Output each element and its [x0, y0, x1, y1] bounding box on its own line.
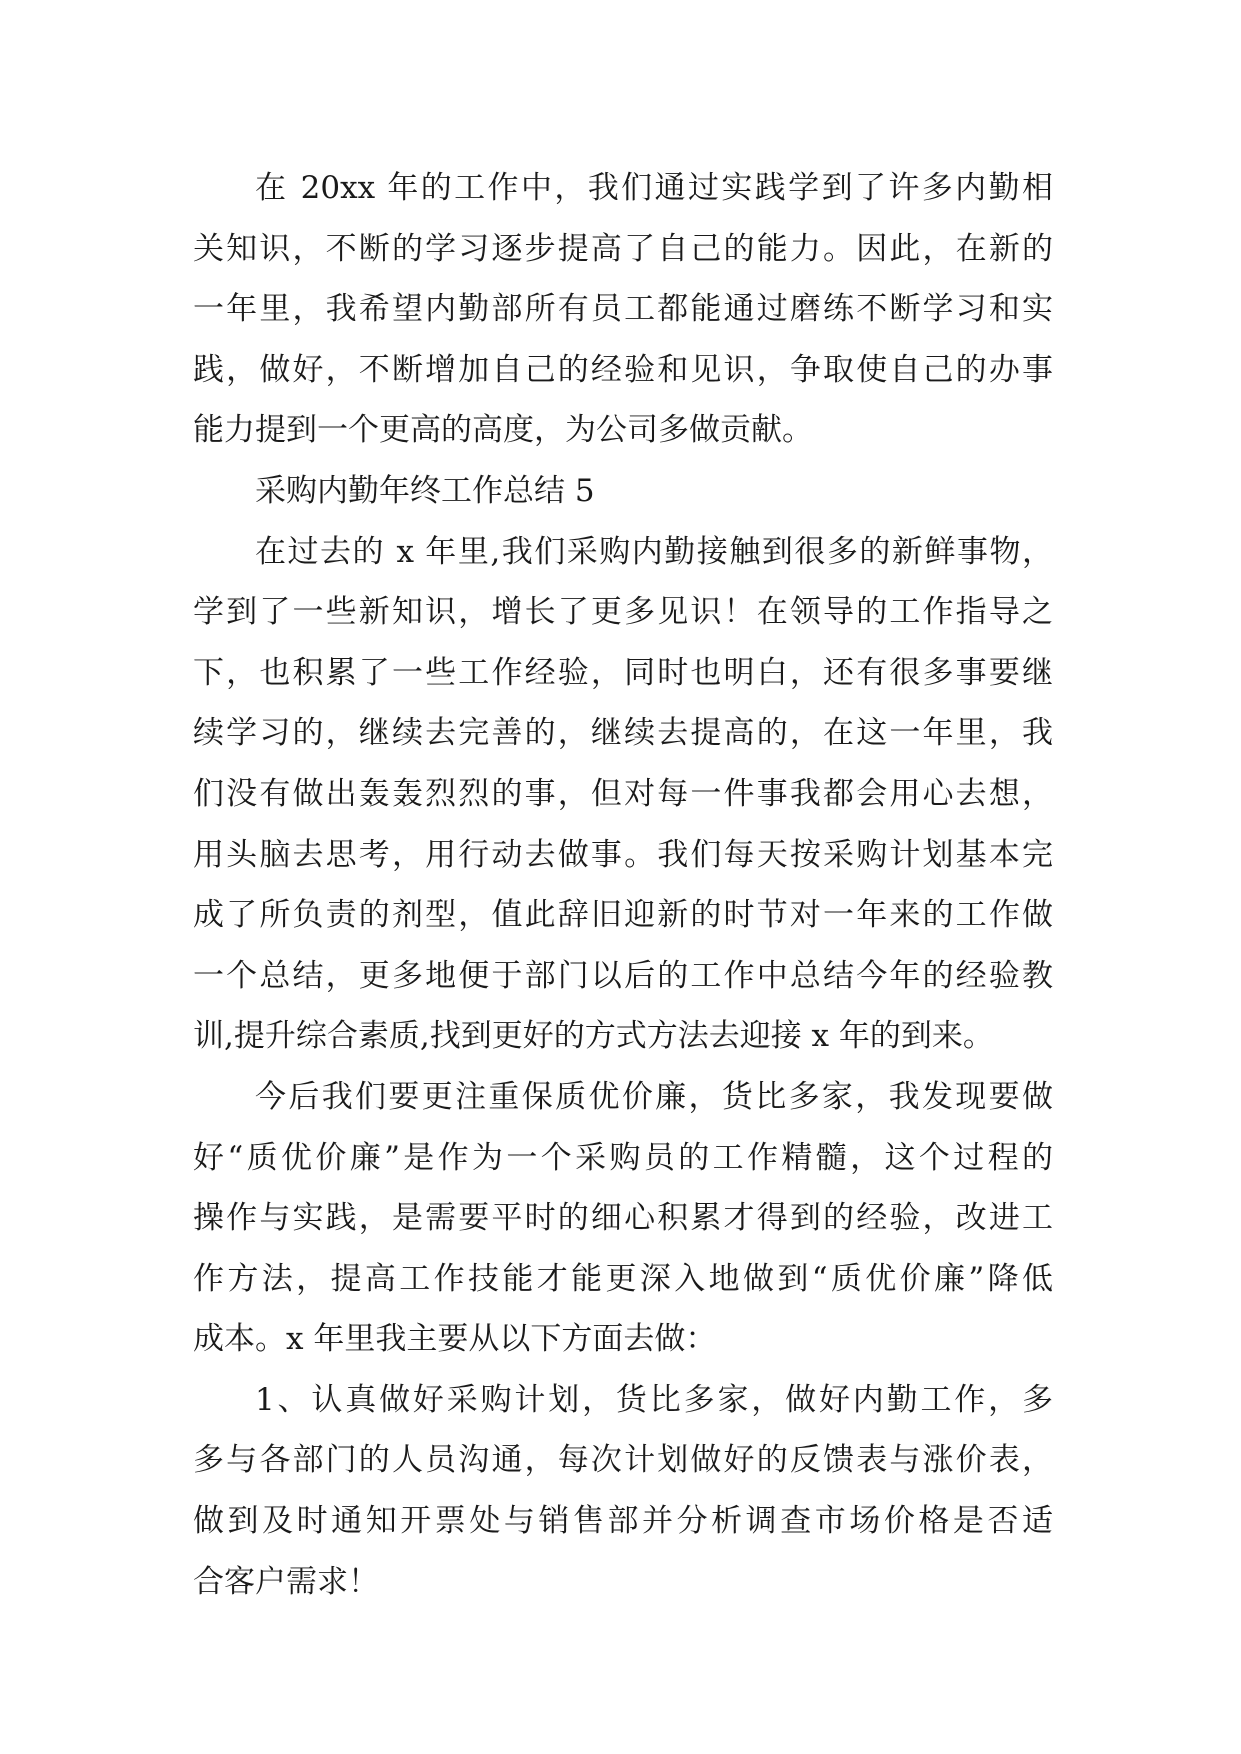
text-line: 续学习的，继续去完善的，继续去提高的，在这一年里，我: [193, 715, 1053, 752]
text-line: 好“质优价廉”是作为一个采购员的工作精髓，这个过程的: [193, 1139, 1053, 1176]
text-line: 下，也积累了一些工作经验，同时也明白，还有很多事要继: [193, 654, 1053, 691]
text-line: 能力提到一个更高的高度，为公司多做贡献。: [193, 412, 813, 449]
text-line: 学到了一些新知识，增长了更多见识！在领导的工作指导之: [193, 594, 1053, 631]
text-line: 践，做好，不断增加自己的经验和见识，争取使自己的办事: [193, 351, 1053, 388]
text-line: 一个总结，更多地便于部门以后的工作中总结今年的经验教: [193, 957, 1053, 994]
text-line: 成了所负责的剂型，值此辞旧迎新的时节对一年来的工作做: [193, 897, 1053, 934]
text-line: 成本。x 年里我主要从以下方面去做：: [193, 1321, 717, 1358]
text-line: 训,提升综合素质,找到更好的方式方法去迎接 x 年的到来。: [193, 1018, 994, 1055]
text-line: 合客户需求！: [193, 1563, 379, 1600]
text-line: 在 20xx 年的工作中，我们通过实践学到了许多内勤相: [255, 170, 1053, 206]
text-line: 今后我们要更注重保质优价廉，货比多家，我发现要做: [255, 1078, 1053, 1115]
text-line: 采购内勤年终工作总结 5: [255, 472, 595, 509]
text-line: 们没有做出轰轰烈烈的事，但对每一件事我都会用心去想，: [193, 775, 1053, 812]
text-line: 1、认真做好采购计划，货比多家，做好内勤工作，多: [255, 1381, 1053, 1418]
document-body: [193, 158, 1053, 1612]
text-line: 在过去的 x 年里,我们采购内勤接触到很多的新鲜事物，: [255, 533, 1053, 570]
text-line: 操作与实践，是需要平时的细心积累才得到的经验，改进工: [193, 1200, 1053, 1237]
text-line: 做到及时通知开票处与销售部并分析调查市场价格是否适: [193, 1503, 1053, 1540]
text-line: 关知识，不断的学习逐步提高了自己的能力。因此，在新的: [193, 230, 1053, 267]
text-line: 用头脑去思考，用行动去做事。我们每天按采购计划基本完: [193, 836, 1053, 873]
text-line: 多与各部门的人员沟通，每次计划做好的反馈表与涨价表，: [193, 1442, 1053, 1479]
text-line: 作方法，提高工作技能才能更深入地做到“质优价廉”降低: [193, 1260, 1053, 1297]
text-line: 一年里，我希望内勤部所有员工都能通过磨练不断学习和实: [193, 291, 1053, 328]
